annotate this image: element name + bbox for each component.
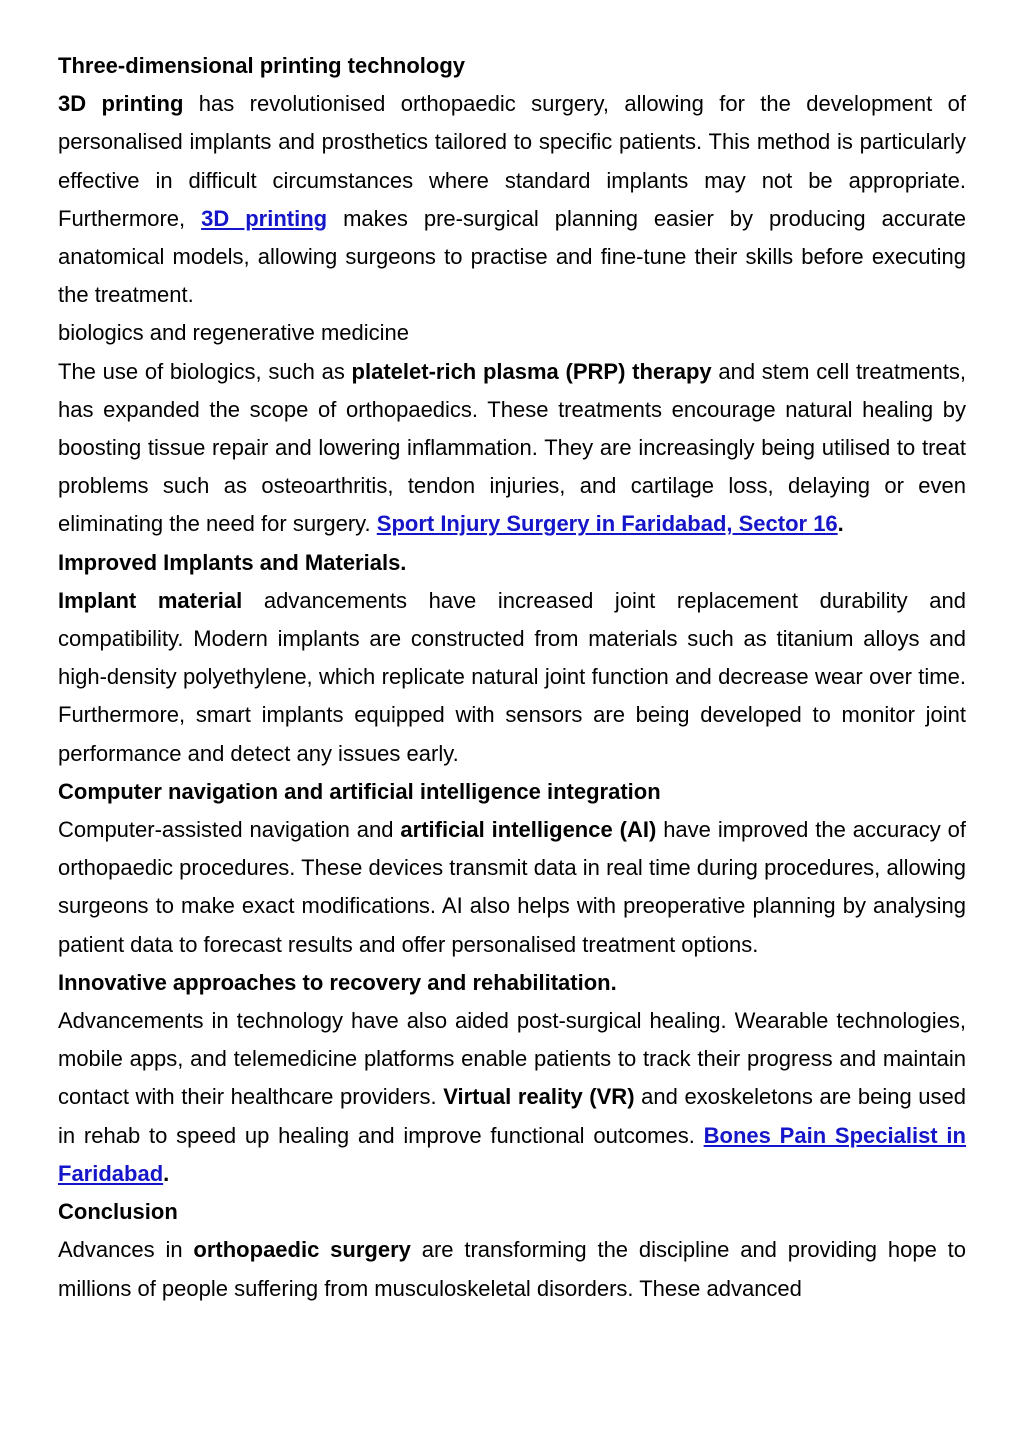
- paragraph-text: has revolutionised orthopaedic surgery, allowing for the development of personalised implants and prosthetics tailored to specific patients. This method is particularly effective in difficult circumstances where standard implants may not be appropriate. Furthermore,: [58, 91, 966, 231]
- section-heading-3d-printing: Three-dimensional printing technology: [58, 53, 466, 78]
- paragraph-3d-printing: [58, 85, 966, 314]
- link-3d-printing[interactable]: 3D printing: [201, 205, 328, 231]
- section-heading-implants: Improved Implants and Materials.: [58, 549, 407, 575]
- bold-term: Implant material: [58, 587, 243, 613]
- section-heading-conclusion: Conclusion: [58, 1199, 178, 1225]
- paragraph-implants: [58, 582, 966, 773]
- bold-term: artificial intelligence (AI): [400, 817, 657, 843]
- bold-term: orthopaedic surgery: [193, 1237, 411, 1263]
- paragraph-text: have improved the accuracy of orthopaedic procedures. These devices transmit data in real time during procedures, allowing surgeons to make exact modifications. AI also helps with preoperative planning by analysing patient data to forecast results and offer personalised treatment options.: [58, 817, 967, 957]
- paragraph-text: and stem cell treatments, has expanded the scope of orthopaedics. These treatments encourage natural healing by boosting tissue repair and lowering inflammation. They are increasingly being utilised to treat problems such as osteoarthritis, tendon injuries, and cartilage loss, delaying or even eliminating the need for surgery.: [58, 358, 966, 537]
- trailing-period: .: [163, 1160, 170, 1186]
- paragraph-text: and exoskeletons are being used in rehab to speed up healing and improve functional outcomes.: [58, 1084, 967, 1148]
- paragraph-text: are transforming the discipline and providing hope to millions of people suffering from musculoskeletal disorders. These advanced: [58, 1237, 967, 1301]
- paragraph-text: makes pre-surgical planning easier by producing accurate anatomical models, allowing surgeons to practise and fine-tune their skills before executing the treatment.: [58, 205, 966, 308]
- section-heading-biologics: biologics and regenerative medicine: [58, 320, 409, 346]
- paragraph-navigation-ai: [58, 811, 966, 964]
- paragraph-biologics: [58, 353, 966, 544]
- trailing-period: .: [837, 511, 844, 537]
- paragraph-rehabilitation: [58, 1002, 966, 1193]
- section-heading-navigation-ai: Computer navigation and artificial intelligence integration: [58, 778, 661, 804]
- link-bones-pain-specialist[interactable]: Bones Pain Specialist in Faridabad: [58, 1122, 966, 1186]
- document-page: [58, 47, 966, 1308]
- paragraph-text: Advancements in technology have also aided post-surgical healing. Wearable technologies, mobile apps, and telemedicine platforms enable patients to track their progress and maintain contact with their healthcare providers.: [58, 1008, 966, 1110]
- paragraph-text: The use of biologics, such as: [58, 358, 352, 384]
- bold-term: platelet-rich plasma (PRP) therapy: [351, 358, 712, 384]
- bold-term: Virtual reality (VR): [443, 1084, 635, 1110]
- bold-term: 3D printing: [58, 91, 184, 117]
- paragraph-text: Computer-assisted navigation and: [58, 817, 401, 843]
- paragraph-conclusion: [58, 1231, 966, 1307]
- paragraph-text: advancements have increased joint replacement durability and compatibility. Modern implants are constructed from materials such as titanium alloys and high-density polyethylene, which replicate natural joint function and decrease wear over time. Furthermore, smart implants equipped with sensors are being developed to monitor joint performance and detect any issues early.: [58, 587, 966, 766]
- link-sport-injury-surgery[interactable]: Sport Injury Surgery in Faridabad, Sector 16: [376, 511, 838, 537]
- paragraph-text: Advances in: [58, 1237, 194, 1263]
- section-heading-rehabilitation: Innovative approaches to recovery and rehabilitation.: [58, 969, 617, 995]
